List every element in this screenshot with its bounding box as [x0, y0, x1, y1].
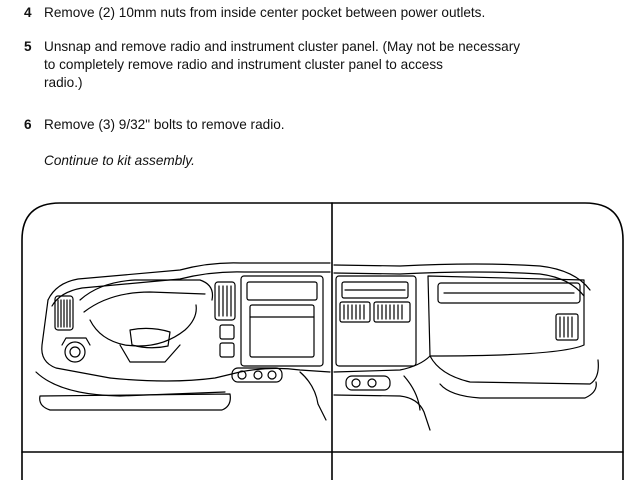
step-text: Unsnap and remove radio and instrument cluster panel. (May not be necessary to completely remove radio and instrument cluster panel to access radio.) [44, 39, 521, 90]
step-text: Remove (2) 10mm nuts from inside center pocket between power outlets. [44, 5, 486, 20]
step-number: 5 [24, 39, 32, 54]
continue-note: Continue to kit assembly. [44, 153, 195, 168]
step-text: Remove (3) 9/32" bolts to remove radio. [44, 117, 285, 132]
step-number: 4 [24, 5, 32, 20]
step-number: 6 [24, 117, 32, 132]
left-dashboard-drawing [36, 263, 330, 420]
right-dashboard-drawing [334, 264, 598, 430]
